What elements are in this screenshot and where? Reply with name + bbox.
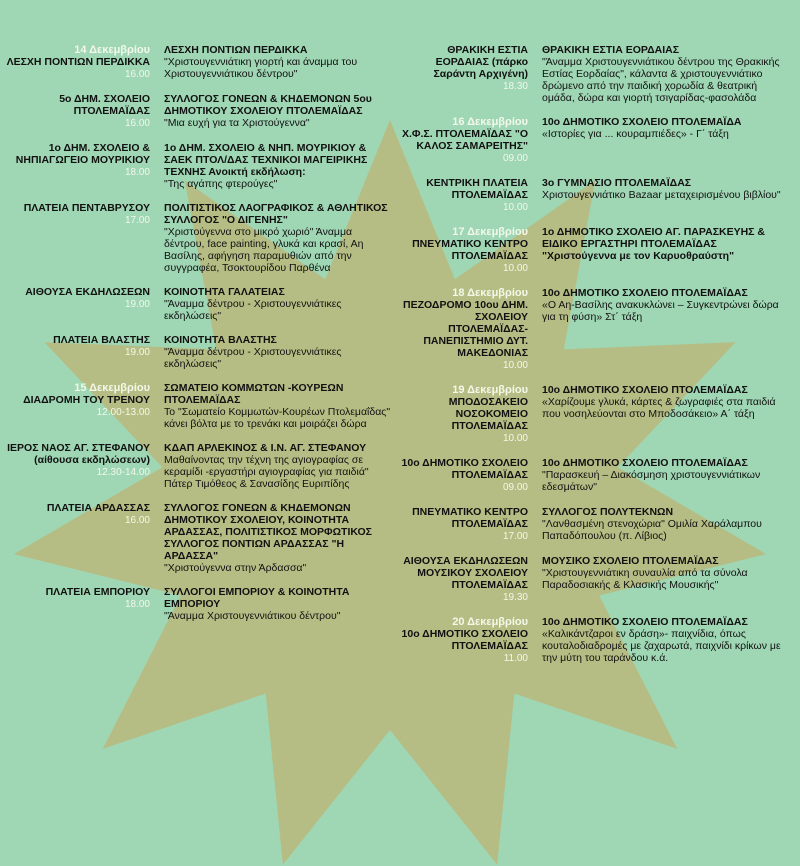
- venue-name: ΑΙΘΟΥΣΑ ΕΚΔΗΛΩΣΕΩΝ: [25, 286, 150, 298]
- venue-name: ΠΝΕΥΜΑΤΙΚΟ ΚΕΝΤΡΟ ΠΤΟΛΕΜΑΪΔΑΣ: [412, 506, 528, 530]
- event-description: "Χριστουγεννιάτικη συναυλία από τα σύνολα Παραδοσιακής & Κλασικής Μουσικής": [542, 567, 748, 591]
- event-details: [158, 502, 400, 574]
- event-location: [0, 202, 158, 274]
- organizer: 10ο ΔΗΜΟΤΙΚΟ ΣΧΟΛΕΙΟ ΠΤΟΛΕΜΑΪΔΑΣ: [542, 616, 748, 628]
- event-entry: [0, 202, 400, 274]
- event-description: "Άναμμα δέντρου - Χριστουγεννιάτικες εκδηλώσεις": [164, 346, 342, 370]
- event-description: "Της αγάπης φτερούγες": [164, 178, 278, 190]
- event-details: [536, 226, 800, 275]
- organizer: ΚΔΑΠ ΑΡΛΕΚΙΝΟΣ & Ι.Ν. ΑΓ. ΣΤΕΦΑΝΟΥ: [164, 442, 367, 454]
- organizer: 1ο ΔΗΜ. ΣΧΟΛΕΙΟ & ΝΗΠ. ΜΟΥΡΙΚΙΟΥ & ΣΑΕΚ ΠΤΟΛ/ΔΑΣ ΤΕΧΝΙΚΟΙ ΜΑΓΕΙΡΙΚΗΣ ΤΕΧΝΗΣ Ανοικτή εκδήλωση:: [164, 142, 368, 178]
- event-time: 18.30: [502, 81, 528, 92]
- event-details: [158, 202, 400, 274]
- event-entry: [0, 502, 400, 574]
- event-location: [400, 116, 536, 165]
- event-entry: [0, 286, 400, 322]
- event-description: «Ιστορίες για ... κουραμπιέδες» - Γ΄ τάξη: [542, 128, 729, 140]
- event-time: 10.00: [502, 433, 528, 444]
- event-date: 14 Δεκεμβρίου: [74, 44, 150, 56]
- event-description: «Καλικάντζαροι εν δράση»- παιχνίδια, όπως κουταλοδιαδρομές με ζαχαρωτά, παιχνίδι κρίκων με την μύτη του ταράνδου κ.ά.: [542, 628, 781, 664]
- event-details: [158, 586, 400, 622]
- event-description: «Χαρίζουμε γλυκά, κάρτες & ζωγραφιές στα παιδιά που νοσηλεύονται στο Μποδοσάκειο» Α΄ τάξη: [542, 396, 776, 420]
- event-location: [400, 384, 536, 445]
- event-date: 19 Δεκεμβρίου: [452, 384, 528, 396]
- event-entry: [400, 116, 800, 165]
- venue-name: ΑΙΘΟΥΣΑ ΕΚΔΗΛΩΣΕΩΝ ΜΟΥΣΙΚΟΥ ΣΧΟΛΕΙΟΥ ΠΤΟΛΕΜΑΪΔΑΣ: [403, 555, 528, 591]
- venue-name: ΠΛΑΤΕΙΑ ΑΡΔΑΣΣΑΣ: [46, 502, 150, 514]
- event-entry: [0, 442, 400, 490]
- venue-name: ΠΕΖΟΔΡΟΜΟ 10ου ΔΗΜ. ΣΧΟΛΕΙΟΥ ΠΤΟΛΕΜΑΪΔΑΣ-ΠΑΝΕΠΙΣΤΗΜΙΟ ΔΥΤ. ΜΑΚΕΔΟΝΙΑΣ: [403, 299, 528, 359]
- event-time: 19.30: [502, 592, 528, 603]
- event-time: 16.00: [124, 515, 150, 526]
- event-time: 10.00: [502, 360, 528, 371]
- event-details: [536, 44, 800, 104]
- venue-name: ΘΡΑΚΙΚΗ ΕΣΤΙΑ ΕΟΡΔΑΙΑΣ (πάρκο Σαράντη Αρχιγένη): [433, 44, 528, 80]
- event-time: 19.00: [124, 299, 150, 310]
- event-location: [400, 616, 536, 665]
- event-date: 16 Δεκεμβρίου: [452, 116, 528, 128]
- event-entry: [400, 226, 800, 275]
- event-date: 17 Δεκεμβρίου: [452, 226, 528, 238]
- organizer: ΣΥΛΛΟΓΟΣ ΓΟΝΕΩΝ & ΚΗΔΕΜΟΝΩΝ ΔΗΜΟΤΙΚΟΥ ΣΧΟΛΕΙΟΥ, ΚΟΙΝΟΤΗΤΑ ΑΡΔΑΣΣΑΣ, ΠΟΛΙΤΙΣΤΙΚΟΣ ΜΟΡΦΩΤΙΚΟΣ ΣΥΛΛΟΓΟΣ ΠΟΝΤΙΩΝ ΑΡΔΑΣΣΑΣ "Η ΑΡΔΑΣΣΑ": [164, 502, 372, 562]
- event-location: [0, 334, 158, 370]
- event-location: [400, 177, 536, 214]
- venue-name: ΙΕΡΟΣ ΝΑΟΣ ΑΓ. ΣΤΕΦΑΝΟΥ (αίθουσα εκδηλώσεων): [7, 442, 150, 466]
- event-details: [158, 334, 400, 370]
- event-entry: [0, 382, 400, 430]
- event-time: 17.00: [124, 215, 150, 226]
- event-details: [536, 287, 800, 372]
- event-details: [536, 616, 800, 665]
- organizer: ΚΟΙΝΟΤΗΤΑ ΓΑΛΑΤΕΙΑΣ: [164, 286, 285, 298]
- event-entry: [0, 586, 400, 622]
- event-time: 18.00: [124, 599, 150, 610]
- organizer: ΣΥΛΛΟΓΟΙ ΕΜΠΟΡΙΟΥ & ΚΟΙΝΟΤΗΤΑ ΕΜΠΟΡΙΟΥ: [164, 586, 350, 610]
- event-entry: [400, 287, 800, 372]
- right-column: [400, 44, 800, 677]
- event-entry: [400, 457, 800, 494]
- event-time: 11.00: [503, 653, 528, 664]
- event-entry: [400, 506, 800, 543]
- event-details: [158, 442, 400, 490]
- event-entry: [400, 555, 800, 604]
- organizer: 10ο ΔΗΜΟΤΙΚΟ ΣΧΟΛΕΙΟ ΠΤΟΛΕΜΑΪΔΑΣ: [542, 457, 748, 469]
- event-location: [400, 506, 536, 543]
- event-description: "Άναμμα Χριστουγεννιάτικου δέντρου της Θρακικής Εστίας Εορδαίας", κάλαντα & χριστουγεννιάτικο δρώμενο από την παιδική χορωδία & θεατρική ομάδα, δώρα και γιορτή τσιγαρίδας-φασολάδα: [542, 56, 780, 104]
- event-entry: [400, 616, 800, 665]
- organizer: ΛΕΣΧΗ ΠΟΝΤΙΩΝ ΠΕΡΔΙΚΚΑ: [164, 44, 308, 56]
- event-time: 12.00-13.00: [96, 407, 150, 418]
- venue-name: 10ο ΔΗΜΟΤΙΚΟ ΣΧΟΛΕΙΟ ΠΤΟΛΕΜΑΪΔΑΣ: [401, 457, 528, 481]
- event-description: "Χριστουγεννιάτικη γιορτή και άναμμα του Χριστουγεννιάτικου δέντρου": [164, 56, 358, 80]
- venue-name: 5ο ΔΗΜ. ΣΧΟΛΕΙΟ ΠΤΟΛΕΜΑΪΔΑΣ: [59, 93, 150, 117]
- event-description: «Ο Αη-Βασίλης ανακυκλώνει – Συγκεντρώνει δώρα για τη φύση» Στ΄ τάξη: [542, 299, 779, 323]
- event-time: 19.00: [124, 347, 150, 358]
- event-location: [400, 457, 536, 494]
- event-details: [536, 506, 800, 543]
- venue-name: ΛΕΣΧΗ ΠΟΝΤΙΩΝ ΠΕΡΔΙΚΚΑ: [6, 56, 150, 68]
- organizer: ΠΟΛΙΤΙΣΤΙΚΟΣ ΛΑΟΓΡΑΦΙΚΟΣ & ΑΘΛΗΤΙΚΟΣ ΣΥΛΛΟΓΟΣ "Ο ΔΙΓΕΝΗΣ": [164, 202, 388, 226]
- event-location: [400, 287, 536, 372]
- event-entry: [400, 44, 800, 104]
- event-date: 15 Δεκεμβρίου: [74, 382, 150, 394]
- event-time: 10.00: [502, 263, 528, 274]
- event-time: 09.00: [502, 482, 528, 493]
- event-description: "Άναμμα Χριστουγεννιάτικου δέντρου": [164, 610, 341, 622]
- event-time: 10.00: [502, 202, 528, 213]
- event-time: 16.00: [124, 69, 150, 80]
- event-details: [158, 382, 400, 430]
- event-entry: [400, 384, 800, 445]
- event-details: [536, 555, 800, 604]
- venue-name: ΚΕΝΤΡΙΚΗ ΠΛΑΤΕΙΑ ΠΤΟΛΕΜΑΪΔΑΣ: [426, 177, 528, 201]
- venue-name: ΠΛΑΤΕΙΑ ΠΕΝΤΑΒΡΥΣΟΥ: [23, 202, 150, 214]
- event-time: 09.00: [502, 153, 528, 164]
- organizer: 3ο ΓΥΜΝΑΣΙΟ ΠΤΟΛΕΜΑΪΔΑΣ: [542, 177, 692, 189]
- event-description: "Χριστούγεννα στο μικρό χωριό" Άναμμα δέντρου, face painting, γλυκά και κρασί, Αη Βασίλης, αφήγηση παραμυθιών από την συγγραφέα, Τσοκτουρίδου Παρθένα: [164, 226, 364, 274]
- event-entry: [0, 93, 400, 130]
- event-time: 16.00: [124, 118, 150, 129]
- event-details: [536, 457, 800, 494]
- event-location: [0, 382, 158, 430]
- venue-name: ΠΝΕΥΜΑΤΙΚΟ ΚΕΝΤΡΟ ΠΤΟΛΕΜΑΪΔΑΣ: [412, 238, 528, 262]
- event-description: Μαθαίνοντας την τέχνη της αγιογραφίας σε κεραμίδι -εργαστήρι αγιογραφίας για παιδιά" Πάτερ Τιμόθεος & Σανασίδης Ευριπίδης: [164, 454, 369, 490]
- event-details: [158, 44, 400, 81]
- event-location: [400, 226, 536, 275]
- event-location: [0, 93, 158, 130]
- organizer: 1ο ΔΗΜΟΤΙΚΟ ΣΧΟΛΕΙΟ ΑΓ. ΠΑΡΑΣΚΕΥΗΣ & ΕΙΔΙΚΟ ΕΡΓΑΣΤΗΡΙ ΠΤΟΛΕΜΑΪΔΑΣ "Χριστούγεννα με τον Καρυοθραύστη": [542, 226, 765, 262]
- event-time: 17.00: [502, 531, 528, 542]
- organizer: 10ο ΔΗΜΟΤΙΚΟ ΣΧΟΛΕΙΟ ΠΤΟΛΕΜΑΪΔΑ: [542, 116, 742, 128]
- organizer: ΚΟΙΝΟΤΗΤΑ ΒΛΑΣΤΗΣ: [164, 334, 277, 346]
- venue-name: ΠΛΑΤΕΙΑ ΕΜΠΟΡΙΟΥ: [45, 586, 150, 598]
- event-description: "Χριστούγεννα στην Άρδασσα": [164, 562, 307, 574]
- organizer: 10ο ΔΗΜΟΤΙΚΟ ΣΧΟΛΕΙΟ ΠΤΟΛΕΜΑΪΔΑΣ: [542, 384, 748, 396]
- organizer: ΣΥΛΛΟΓΟΣ ΓΟΝΕΩΝ & ΚΗΔΕΜΟΝΩΝ 5ου ΔΗΜΟΤΙΚΟΥ ΣΧΟΛΕΙΟΥ ΠΤΟΛΕΜΑΪΔΑΣ: [164, 93, 372, 117]
- event-location: [0, 44, 158, 81]
- event-description: "Μια ευχή για τα Χριστούγεννα": [164, 117, 310, 129]
- event-description: "Παρασκευή – Διακόσμηση χριστουγεννιάτικων εδεσμάτων": [542, 469, 761, 493]
- event-date: 18 Δεκεμβρίου: [452, 287, 528, 299]
- venue-name: 10ο ΔΗΜΟΤΙΚΟ ΣΧΟΛΕΙΟ ΠΤΟΛΕΜΑΪΔΑΣ: [401, 628, 528, 652]
- event-details: [536, 116, 800, 165]
- event-details: [158, 93, 400, 130]
- venue-name: ΠΛΑΤΕΙΑ ΒΛΑΣΤΗΣ: [53, 334, 150, 346]
- event-entry: [0, 334, 400, 370]
- event-description: "Λανθασμένη στενοχώρια" Ομιλία Χαράλαμπου Παπαδόπουλου (π. Λίβιος): [542, 518, 762, 542]
- event-entry: [0, 44, 400, 81]
- event-description: Χριστουγεννιάτικο Bazaar μεταχειρισμένου βιβλίου": [542, 189, 781, 201]
- event-location: [400, 555, 536, 604]
- organizer: ΣΥΛΛΟΓΟΣ ΠΟΛΥΤΕΚΝΩΝ: [542, 506, 674, 518]
- event-location: [400, 44, 536, 104]
- event-date: 20 Δεκεμβρίου: [452, 616, 528, 628]
- venue-name: ΔΙΑΔΡΟΜΗ ΤΟΥ ΤΡΕΝΟΥ: [23, 394, 150, 406]
- event-location: [0, 442, 158, 490]
- event-details: [536, 384, 800, 445]
- organizer: 10ο ΔΗΜΟΤΙΚΟ ΣΧΟΛΕΙΟ ΠΤΟΛΕΜΑΪΔΑΣ: [542, 287, 748, 299]
- event-entry: [400, 177, 800, 214]
- event-time: 12.30-14.00: [96, 467, 150, 478]
- event-description: "Άναμμα δέντρου - Χριστουγεννιάτικες εκδηλώσεις": [164, 298, 342, 322]
- event-details: [536, 177, 800, 214]
- event-details: [158, 286, 400, 322]
- event-location: [0, 142, 158, 190]
- left-column: [0, 44, 400, 634]
- venue-name: ΜΠΟΔΟΣΑΚΕΙΟ ΝΟΣΟΚΟΜΕΙΟ ΠΤΟΛΕΜΑΪΔΑΣ: [448, 396, 528, 432]
- event-description: Το "Σωματείο Κομμωτών-Κουρέων Πτολεμαΐδας" κάνει βόλτα με το τρενάκι και μοιράζει δώρα: [164, 406, 391, 430]
- event-details: [158, 142, 400, 190]
- event-location: [0, 286, 158, 322]
- organizer: ΘΡΑΚΙΚΗ ΕΣΤΙΑ ΕΟΡΔΑΙΑΣ: [542, 44, 680, 56]
- organizer: ΣΩΜΑΤΕΙΟ ΚΟΜΜΩΤΩΝ -ΚΟΥΡΕΩΝ ΠΤΟΛΕΜΑΪΔΑΣ: [164, 382, 344, 406]
- event-entry: [0, 142, 400, 190]
- venue-name: Χ.Φ.Σ. ΠΤΟΛΕΜΑΪΔΑΣ "Ο ΚΑΛΟΣ ΣΑΜΑΡΕΙΤΗΣ": [401, 128, 528, 152]
- venue-name: 1ο ΔΗΜ. ΣΧΟΛΕΙΟ & ΝΗΠΙΑΓΩΓΕΙΟ ΜΟΥΡΙΚΙΟΥ: [15, 142, 150, 166]
- event-location: [0, 586, 158, 622]
- event-location: [0, 502, 158, 574]
- event-time: 18.00: [124, 167, 150, 178]
- organizer: ΜΟΥΣΙΚΟ ΣΧΟΛΕΙΟ ΠΤΟΛΕΜΑΪΔΑΣ: [542, 555, 719, 567]
